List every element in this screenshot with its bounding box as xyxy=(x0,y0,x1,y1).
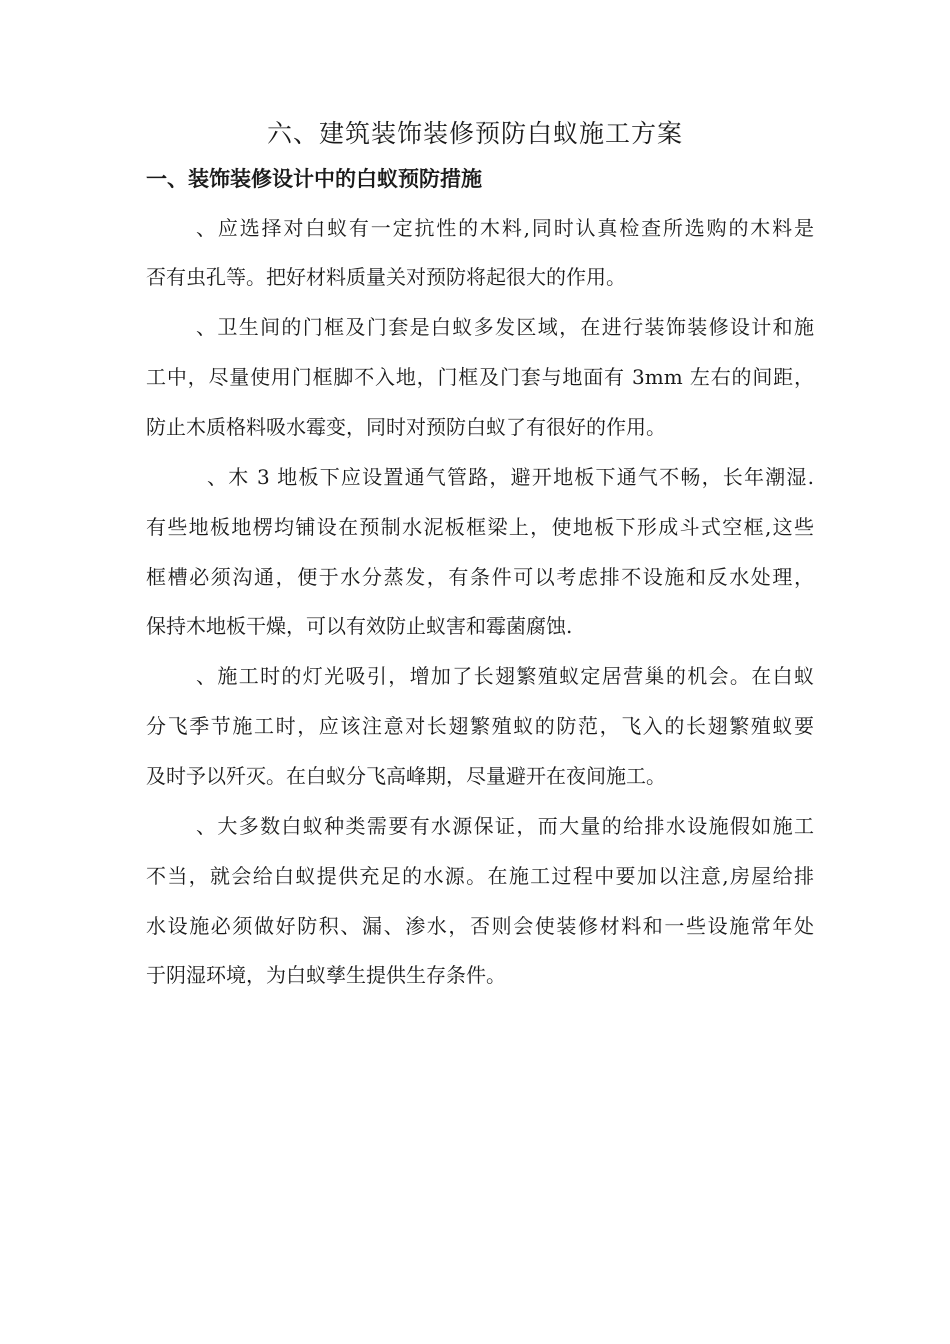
paragraph-4-line-2: 分飞季节施工时，应该注意对长翅繁殖蚁的防范，飞入的长翅繁殖蚁要 xyxy=(146,714,814,738)
paragraph-1-line-2: 否有虫孔等。把好材料质量关对预防将起很大的作用。 xyxy=(146,265,626,289)
paragraph-3-line-4: 保持木地板干燥，可以有效防止蚁害和霉菌腐蚀. xyxy=(146,614,573,638)
paragraph-2-line-1: 、卫生间的门框及门套是白蚁多发区域，在进行装饰装修设计和施 xyxy=(196,315,814,339)
paragraph-3-line-2: 有些地板地楞均铺设在预制水泥板框梁上，使地板下形成斗式空框,这些 xyxy=(146,515,814,539)
paragraph-5-line-3: 水设施必须做好防积、漏、渗水，否则会使装修材料和一些设施常年处 xyxy=(146,914,814,938)
document-title: 六、建筑装饰装修预防白蚁施工方案 xyxy=(266,119,683,148)
paragraph-1-line-1: 、应选择对白蚁有一定抗性的木料,同时认真检查所选购的木料是 xyxy=(196,216,814,240)
paragraph-5-line-4: 于阴湿环境，为白蚁孳生提供生存条件。 xyxy=(146,963,506,987)
paragraph-3-line-3: 框槽必须沟通，便于水分蒸发，有条件可以考虑排不设施和反水处理， xyxy=(146,565,814,589)
paragraph-4-line-1: 、施工时的灯光吸引，增加了长翅繁殖蚁定居营巢的机会。在白蚁 xyxy=(196,664,814,688)
paragraph-5-line-1: 、大多数白蚁种类需要有水源保证，而大量的给排水设施假如施工 xyxy=(196,814,814,838)
paragraph-4-line-3: 及时予以歼灭。在白蚁分飞高峰期，尽量避开在夜间施工。 xyxy=(146,764,666,788)
paragraph-5-line-2: 不当，就会给白蚁提供充足的水源。在施工过程中要加以注意,房屋给排 xyxy=(146,864,814,888)
paragraph-2-line-2: 工中，尽量使用门框脚不入地，门框及门套与地面有 3mm 左右的间距， xyxy=(146,365,814,389)
paragraph-3-line-1: 、木 3 地板下应设置通气管路，避开地板下通气不畅，长年潮湿. xyxy=(207,465,814,489)
section-heading: 一、装饰装修设计中的白蚁预防措施 xyxy=(146,166,482,191)
paragraph-2-line-3: 防止木质格料吸水霉变，同时对预防白蚁了有很好的作用。 xyxy=(146,415,666,439)
